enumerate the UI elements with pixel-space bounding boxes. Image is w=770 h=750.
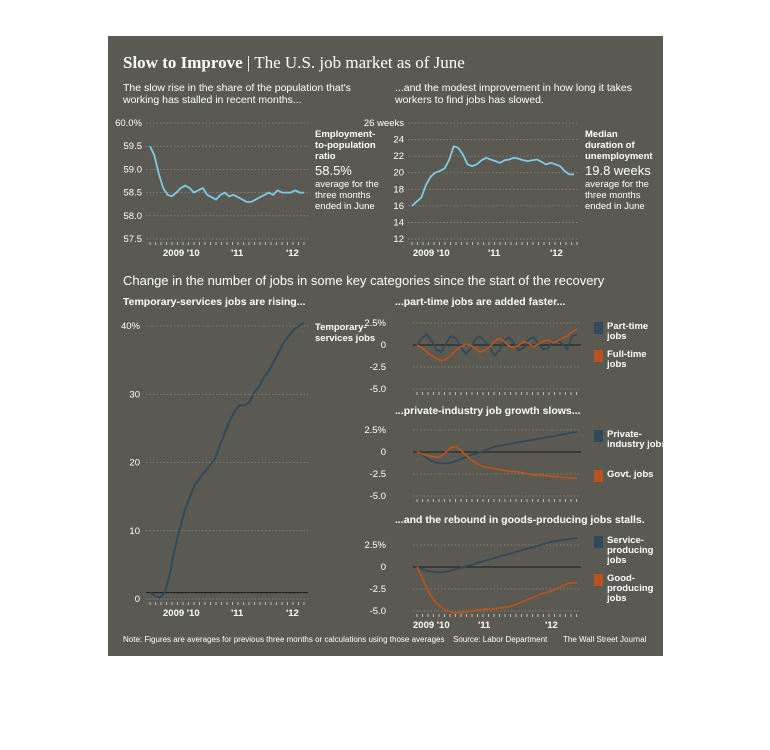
emp-pop-description: The slow rise in the share of the population that's working has stalled in recent months... (123, 82, 351, 106)
private-y-tick-label: -5.0 (369, 491, 386, 502)
emp_pop-y-tick-label: 58.5 (123, 187, 142, 199)
legend-label-private: Private-industry jobs (607, 429, 667, 450)
temp-x-tick-label: '11 (231, 608, 244, 619)
section-title: Change in the number of jobs in some key categories since the start of the recovery (123, 273, 605, 288)
duration-label-title: Median duration of unemployment (585, 129, 653, 162)
emp_pop-series-0-line (150, 146, 304, 202)
parttime-subtitle: ...part-time jobs are added faster... (395, 296, 566, 308)
duration-x-tick-label: '11 (488, 248, 501, 259)
goods-x-tick-label: '11 (478, 620, 491, 631)
duration-y-tick-label: 12 (393, 234, 404, 245)
duration-y-tick-label: 14 (393, 217, 404, 229)
emp-pop-side-label (315, 129, 385, 212)
private-series-0-line (417, 432, 577, 464)
title-separator: | (242, 53, 255, 72)
emp-pop-label-title: Employment-to-population ratio (315, 129, 376, 162)
duration-x-tick-label: 2009 '10 (413, 248, 450, 259)
emp_pop-x-tick-label: 2009 '10 (163, 248, 200, 259)
private-subtitle: ...private-industry job growth slows... (395, 405, 581, 417)
duration-y-tick-label: 20 (393, 167, 404, 179)
page-title (123, 53, 465, 73)
duration-side-label (585, 129, 657, 212)
legend-label-govt: Govt. jobs (607, 469, 654, 480)
duration-label-note: average for the three months ended in June (585, 179, 649, 212)
legend-label-part-time: Part-time jobs (607, 321, 649, 342)
goods-subtitle: ...and the rebound in goods-producing jobs stalls. (395, 514, 645, 526)
duration-label-value: 19.8 weeks (585, 163, 651, 178)
duration-y-tick-label: 24 (393, 134, 404, 146)
duration-y-tick-label: 22 (393, 151, 404, 163)
legend-swatch-part-time (594, 322, 603, 334)
duration-description: ...and the modest improvement in how long it takes workers to find jobs has slowed. (395, 82, 632, 106)
temp-y-tick-label: 20 (129, 457, 140, 469)
duration-y-tick-label: 18 (393, 184, 404, 196)
private-y-tick-label: -2.5 (369, 469, 386, 480)
parttime-y-tick-label: 2.5% (364, 318, 386, 329)
legend-swatch-full-time (594, 350, 603, 362)
legend-swatch-govt (594, 470, 603, 482)
credit-note: The Wall Street Journal (563, 635, 647, 644)
goods-y-tick-label: 2.5% (364, 540, 386, 551)
goods-y-tick-label: 0 (380, 562, 386, 573)
goods-y-tick-label: -2.5 (369, 584, 386, 595)
emp_pop-y-tick-label: 60.0% (115, 118, 142, 129)
legend-label-full-time: Full-time jobs (607, 349, 647, 370)
duration-y-tick-label: 16 (393, 200, 404, 212)
temp-y-tick-label: 30 (129, 389, 140, 401)
legend-label-goods: Good-producing jobs (607, 573, 654, 604)
goods-x-tick-label: 2009 '10 (413, 620, 450, 631)
parttime-y-tick-label: -2.5 (369, 362, 386, 373)
goods-x-tick-label: '12 (545, 620, 558, 631)
temp-side-label: Temporary-services jobs (315, 322, 376, 344)
legend-swatch-private (594, 430, 603, 442)
chart-panel (108, 36, 667, 656)
legend-swatch-service (594, 536, 603, 548)
duration-y-tick-label: 26 weeks (363, 118, 404, 129)
goods-series-1-line (417, 567, 577, 613)
emp_pop-y-tick-label: 59.5 (123, 141, 142, 153)
temp-subtitle: Temporary-services jobs are rising... (123, 296, 306, 308)
duration-x-tick-label: '12 (550, 248, 563, 259)
goods-y-tick-label: -5.0 (369, 606, 386, 617)
emp_pop-y-tick-label: 58.0 (123, 210, 142, 222)
temp-series-0-line (150, 323, 304, 598)
legend-swatch-goods (594, 574, 603, 586)
temp-x-tick-label: 2009 '10 (163, 608, 200, 619)
emp_pop-x-tick-label: '11 (231, 248, 244, 259)
temp-y-tick-label: 0 (134, 594, 140, 605)
temp-y-tick-label: 40% (120, 321, 140, 332)
duration-series-0-line (412, 146, 574, 206)
emp-pop-label-note: average for the three months ended in June (315, 179, 379, 212)
chart-canvas (108, 36, 663, 656)
footnote: Note: Figures are averages for previous three months or calculations using those averages (123, 635, 445, 644)
private-y-tick-label: 0 (380, 447, 386, 458)
emp_pop-x-tick-label: '12 (286, 248, 299, 259)
source-note: Source: Labor Department (453, 635, 548, 644)
private-y-tick-label: 2.5% (364, 425, 386, 436)
temp-x-tick-label: '12 (286, 608, 299, 619)
parttime-y-tick-label: -5.0 (369, 384, 386, 395)
emp_pop-y-tick-label: 57.5 (123, 234, 142, 245)
emp_pop-y-tick-label: 59.0 (123, 164, 142, 176)
legend-label-service: Service-producing jobs (607, 535, 654, 566)
parttime-y-tick-label: 0 (380, 340, 386, 351)
title-rest: The U.S. job market as of June (254, 53, 465, 72)
title-bold: Slow to Improve (123, 53, 243, 72)
temp-y-tick-label: 10 (129, 525, 140, 537)
emp-pop-label-value: 58.5% (315, 163, 352, 178)
